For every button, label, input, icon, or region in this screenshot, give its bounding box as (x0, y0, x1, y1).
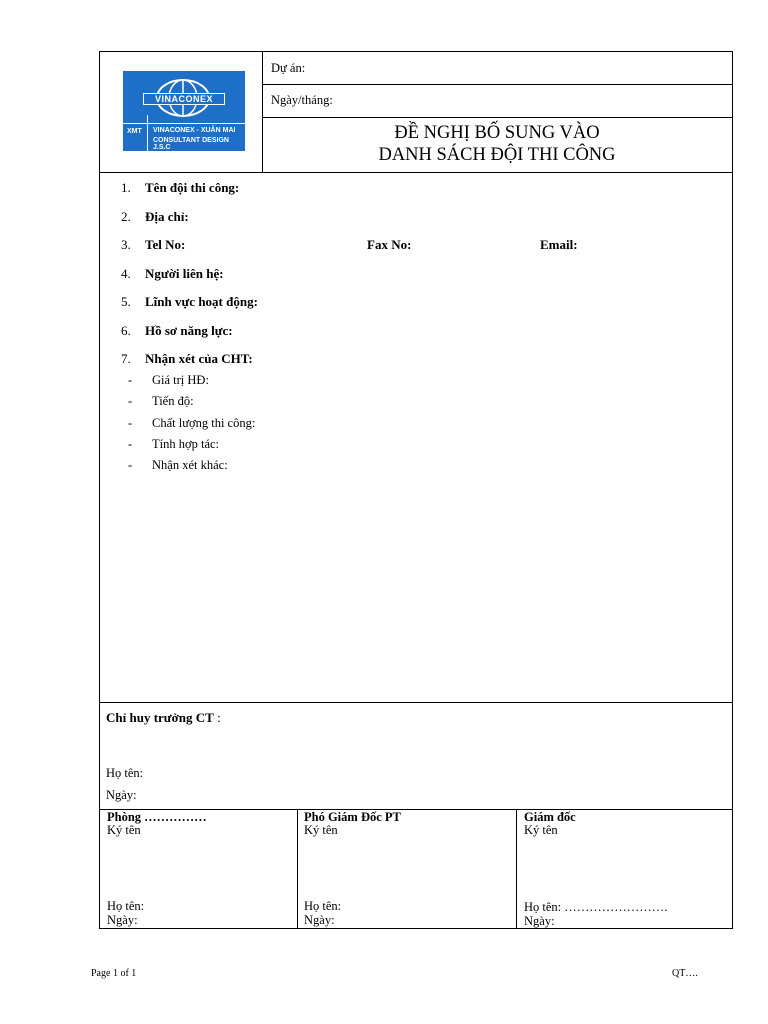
commander-colon: : (213, 710, 221, 725)
item-number-7: 7. (121, 351, 131, 366)
logo-code: XMT (127, 128, 142, 135)
project-label: Dự án: (271, 61, 306, 75)
item-tel-label: Tel No: (145, 237, 186, 252)
header-divider-2 (262, 117, 733, 118)
item-review-label: Nhận xét của CHT: (145, 351, 253, 366)
signature-deputy-name: Họ tên: (304, 899, 342, 913)
item-number-2: 2. (121, 209, 131, 224)
signature-deputy-sign: Ký tên (304, 823, 338, 837)
form-title-line2: DANH SÁCH ĐỘI THI CÔNG (378, 145, 616, 165)
body-bottom-line (99, 702, 733, 703)
sub-item-contract-value: Giá trị HĐ: (152, 373, 209, 387)
sub-item-dash-5: - (128, 458, 133, 472)
item-address-label: Địa chỉ: (145, 209, 189, 224)
item-number-3: 3. (121, 237, 131, 252)
commander-date-label: Ngày: (106, 788, 137, 802)
sub-item-dash-3: - (128, 416, 133, 430)
item-field-label: Lĩnh vực hoạt động: (145, 294, 258, 309)
item-contact-label: Người liên hệ: (145, 266, 224, 281)
commander-name-label: Họ tên: (106, 766, 144, 780)
commander-label: Chỉ huy trưởng CT (106, 710, 214, 725)
signature-department-title: Phòng …………… (107, 810, 207, 824)
signature-director-date: Ngày: (524, 914, 555, 928)
sub-item-dash-2: - (128, 394, 133, 408)
item-number-4: 4. (121, 266, 131, 281)
item-profile-label: Hồ sơ năng lực: (145, 323, 233, 338)
item-number-5: 5. (121, 294, 131, 309)
signature-divider-2 (516, 809, 517, 929)
signature-deputy-date: Ngày: (304, 913, 335, 927)
signature-department-sign: Ký tên (107, 823, 141, 837)
commander-section (106, 710, 221, 726)
logo-vertical-divider (147, 115, 148, 151)
item-fax-label: Fax No: (367, 237, 412, 252)
date-label: Ngày/tháng: (271, 93, 333, 107)
signature-director-sign: Ký tên (524, 823, 558, 837)
sub-item-quality: Chất lượng thi công: (152, 416, 256, 430)
signature-department-name: Họ tên: (107, 899, 145, 913)
item-email-label: Email: (540, 237, 578, 252)
sub-item-other-review: Nhận xét khác: (152, 458, 228, 472)
signature-divider-1 (297, 809, 298, 929)
logo-company-line1: VINACONEX - XUÂN MAI (153, 127, 236, 134)
signature-director-name: Họ tên: ……………………. (524, 900, 668, 914)
signature-deputy-title: Phó Giám Đốc PT (304, 810, 401, 824)
page-number: Page 1 of 1 (91, 968, 137, 979)
signature-department-date: Ngày: (107, 913, 138, 927)
company-logo (123, 71, 245, 151)
item-number-1: 1. (121, 180, 131, 195)
sub-item-dash-1: - (128, 373, 133, 387)
logo-divider (123, 123, 245, 124)
header-divider-1 (262, 84, 733, 85)
sub-item-progress: Tiến độ: (152, 394, 194, 408)
sub-item-cooperation: Tính hợp tác: (152, 437, 220, 451)
sub-item-dash-4: - (128, 437, 133, 451)
document-code: QT…. (672, 968, 698, 979)
item-number-6: 6. (121, 323, 131, 338)
logo-brand: VINACONEX (154, 94, 213, 104)
item-team-name-label: Tên đội thi công: (145, 180, 240, 195)
signature-director-title: Giám đốc (524, 810, 576, 824)
form-title-line1: ĐỀ NGHỊ BỐ SUNG VÀO (394, 123, 600, 143)
header-bottom-line (99, 172, 733, 173)
logo-company-line2: CONSULTANT DESIGN J.S.C (153, 137, 229, 151)
